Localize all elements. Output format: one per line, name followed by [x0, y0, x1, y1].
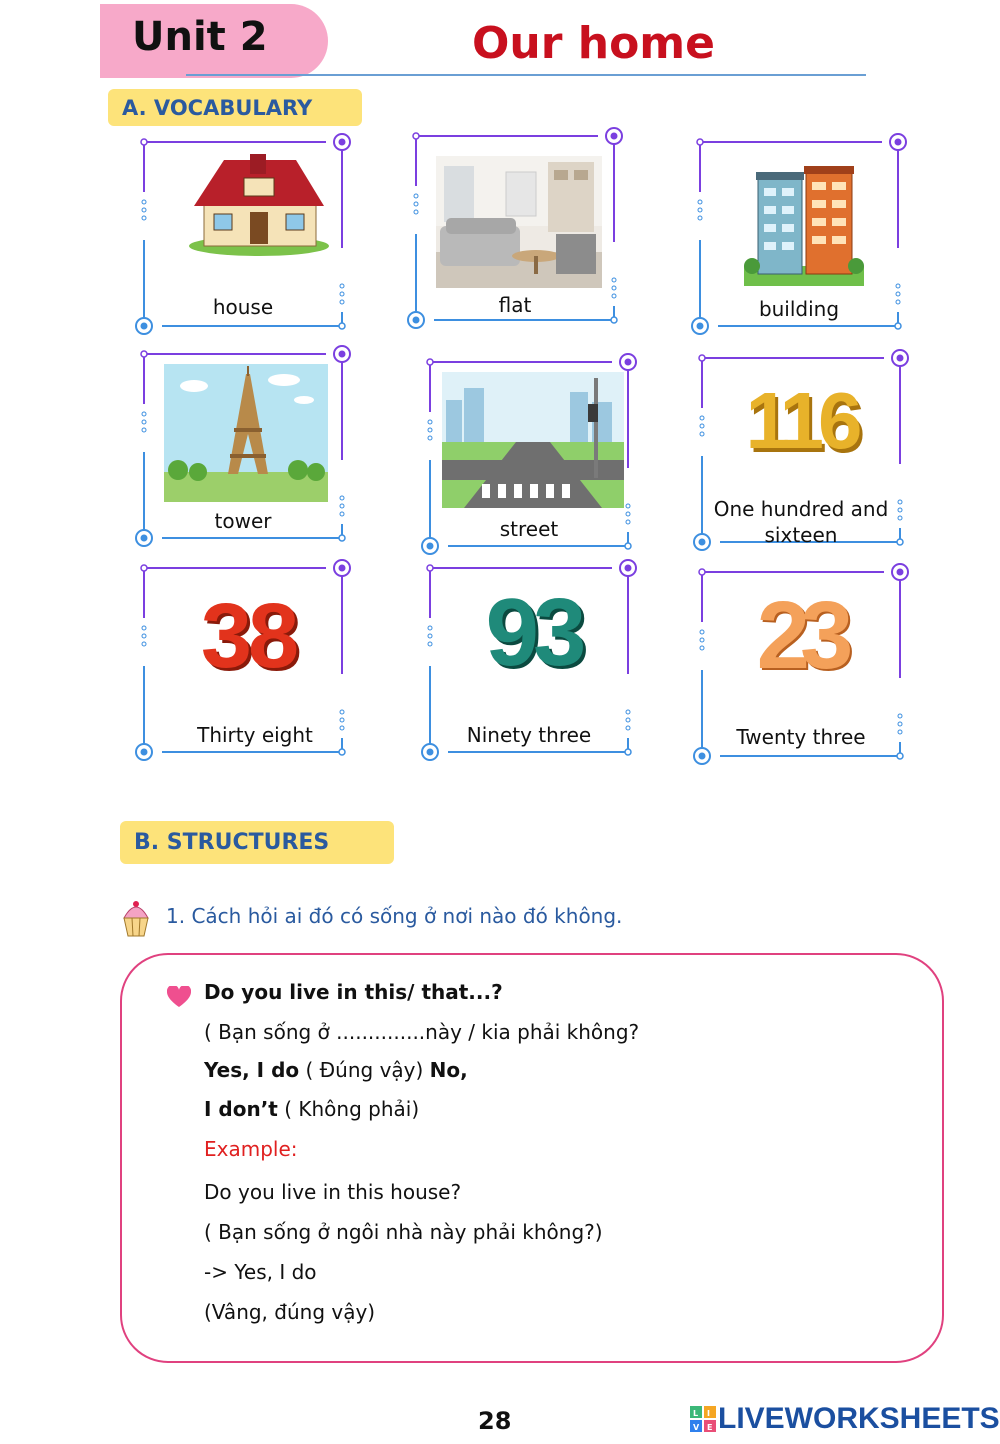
number-38-icon: 38: [200, 584, 296, 687]
vocab-word: Thirty eight: [197, 723, 313, 747]
eiffel-tower-icon: [164, 364, 328, 502]
structure-question-vi: ( Bạn sống ở ..............này / kia phải không?: [204, 1020, 640, 1044]
section-vocabulary-label: A. VOCABULARY: [122, 95, 313, 120]
section-vocabulary: [108, 89, 362, 126]
page-title: Our home: [472, 18, 715, 69]
answer-dont-vi: ( Không phải): [284, 1097, 420, 1121]
logo-letter-e: E: [707, 1423, 713, 1432]
number-23-icon: 23: [756, 582, 844, 689]
logo-letter-l: L: [693, 1409, 699, 1418]
liveworksheets-logo-icon: [690, 1406, 716, 1432]
structure-dont-line: [204, 1097, 419, 1121]
vocab-card-23: [696, 566, 906, 762]
structure-heading: 1. Cách hỏi ai đó có sống ở nơi nào đó không.: [166, 904, 623, 928]
vocab-card-street: [424, 356, 634, 552]
vocab-card-flat: [410, 130, 620, 326]
vocab-word: flat: [498, 293, 532, 317]
example-label: Example:: [204, 1137, 298, 1161]
vocab-word: building: [758, 297, 840, 321]
brand-name[interactable]: LIVEWORKSHEETS: [718, 1402, 1000, 1435]
vocab-word: Ninety three: [466, 723, 592, 747]
structure-question: Do you live in this/ that...?: [204, 980, 503, 1004]
vocab-word: Twenty three: [736, 725, 866, 749]
section-structures-label: B. STRUCTURES: [134, 830, 330, 855]
heart-icon: [167, 986, 191, 1008]
answer-yes: Yes, I do: [204, 1058, 300, 1082]
vocab-card-tower: [138, 348, 348, 544]
logo-letter-i: I: [707, 1409, 710, 1418]
header-divider: [186, 74, 866, 76]
vocab-card-93: [424, 562, 634, 758]
example-question: Do you live in this house?: [204, 1180, 462, 1204]
vocab-card-building: [694, 136, 904, 332]
example-question-vi: ( Bạn sống ở ngôi nhà này phải không?): [204, 1220, 603, 1244]
answer-yes-vi: ( Đúng vậy): [305, 1058, 424, 1082]
logo-letter-v: V: [693, 1423, 700, 1432]
answer-no: No,: [429, 1058, 468, 1082]
number-116-icon: 116: [745, 376, 857, 465]
number-93-icon: 93: [485, 579, 581, 686]
unit-label: Unit 2: [132, 14, 268, 60]
house-icon: [188, 154, 330, 258]
building-icon: [744, 166, 864, 286]
vocab-card-116: [696, 352, 906, 548]
vocab-card-house: [138, 136, 348, 332]
living-room-photo: [436, 156, 602, 288]
section-structures: [120, 821, 394, 864]
vocab-card-38: [138, 562, 348, 758]
liveworksheets-brand: [690, 1402, 1000, 1436]
structure-answer-line: [204, 1058, 468, 1082]
vocab-word: One hundred and sixteen: [713, 497, 889, 547]
example-answer-vi: (Vâng, đúng vậy): [204, 1300, 376, 1324]
vocab-word: street: [499, 517, 559, 541]
cupcake-icon: [120, 898, 152, 938]
street-icon: [442, 372, 624, 508]
vocab-word: tower: [214, 509, 272, 533]
answer-dont: I don’t: [204, 1097, 278, 1121]
example-answer: -> Yes, I do: [204, 1260, 317, 1284]
page-number: 28: [478, 1407, 512, 1435]
vocab-word: house: [212, 295, 274, 319]
